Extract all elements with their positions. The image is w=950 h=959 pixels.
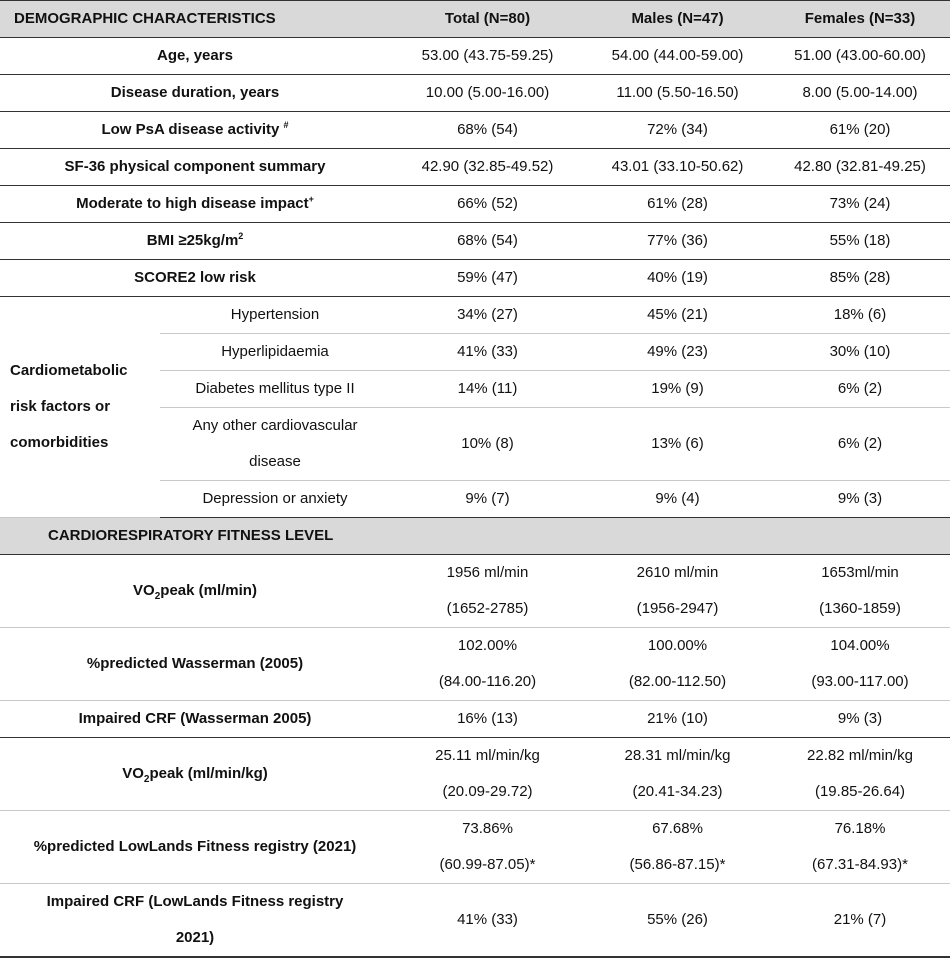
cell-total: 16% (13): [390, 701, 585, 738]
row-label: Hyperlipidaemia: [160, 334, 390, 371]
column-header-total: Total (N=80): [390, 1, 585, 38]
cell-males: 54.00 (44.00-59.00): [585, 38, 770, 75]
cell-females: 1653ml/min (1360-1859): [770, 555, 950, 628]
cell-females: 6% (2): [770, 408, 950, 481]
superscript: 2: [238, 231, 244, 241]
row-label: $VO_2peak$ (ml/min): [0, 555, 390, 628]
cell-females: 8.00 (5.00-14.00): [770, 75, 950, 112]
cell-females: 76.18% (67.31-84.93)*: [770, 811, 950, 884]
cell-females: 85% (28): [770, 260, 950, 297]
row-label: %predicted LowLands Fitness registry (2021): [0, 811, 390, 884]
row-label: $VO_2peak$ (ml/min/kg): [0, 738, 390, 811]
footnote-mark: #: [283, 120, 289, 130]
row-label: Diabetes mellitus type II: [160, 371, 390, 408]
row-label: Impaired CRF (LowLands Fitness registry 2021): [0, 884, 390, 958]
cell-males: 40% (19): [585, 260, 770, 297]
cell-total: 41% (33): [390, 884, 585, 958]
cell-total: 66% (52): [390, 186, 585, 223]
table-row: [0, 38, 950, 75]
cell-males: 55% (26): [585, 884, 770, 958]
table-row: [0, 884, 950, 958]
cell-males: 67.68% (56.86-87.15)*: [585, 811, 770, 884]
cell-total: 73.86% (60.99-87.05)*: [390, 811, 585, 884]
row-label: Age, years: [0, 38, 390, 75]
cell-females: 61% (20): [770, 112, 950, 149]
cell-total: 10% (8): [390, 408, 585, 481]
row-label: Moderate to high disease impact+: [0, 186, 390, 223]
cell-males: 2610 ml/min (1956-2947): [585, 555, 770, 628]
cell-males: 13% (6): [585, 408, 770, 481]
cell-females: 30% (10): [770, 334, 950, 371]
cell-females: 42.80 (32.81-49.25): [770, 149, 950, 186]
cell-males: 43.01 (33.10-50.62): [585, 149, 770, 186]
cell-females: 21% (7): [770, 884, 950, 958]
table-row: [0, 811, 950, 884]
demographics-section-title: DEMOGRAPHIC CHARACTERISTICS: [0, 1, 390, 38]
cell-males: 45% (21): [585, 297, 770, 334]
table-row: [0, 149, 950, 186]
cell-total: 9% (7): [390, 481, 585, 518]
column-header-females: Females (N=33): [770, 1, 950, 38]
cell-males: 28.31 ml/min/kg (20.41-34.23): [585, 738, 770, 811]
cell-females: 73% (24): [770, 186, 950, 223]
row-label: %predicted Wasserman (2005): [0, 628, 390, 701]
table-row: [0, 555, 950, 628]
cell-males: 61% (28): [585, 186, 770, 223]
table-row: [0, 186, 950, 223]
cell-total: 42.90 (32.85-49.52): [390, 149, 585, 186]
cell-females: 6% (2): [770, 371, 950, 408]
row-label: BMI $\ge 25kg/m^2$: [0, 223, 390, 260]
cell-males: 9% (4): [585, 481, 770, 518]
cell-females: 9% (3): [770, 481, 950, 518]
cell-females: 55% (18): [770, 223, 950, 260]
cell-total: 10.00 (5.00-16.00): [390, 75, 585, 112]
table-row: [0, 112, 950, 149]
cell-males: 19% (9): [585, 371, 770, 408]
row-label: Depression or anxiety: [160, 481, 390, 518]
cell-total: 14% (11): [390, 371, 585, 408]
cell-total: 53.00 (43.75-59.25): [390, 38, 585, 75]
footnote-mark: +: [308, 194, 314, 204]
cell-total: 102.00% (84.00-116.20): [390, 628, 585, 701]
column-header-males: Males (N=47): [585, 1, 770, 38]
cell-males: 72% (34): [585, 112, 770, 149]
cell-total: 1956 ml/min (1652-2785): [390, 555, 585, 628]
row-label: Low PsA disease activity #: [0, 112, 390, 149]
table-row: [0, 701, 950, 738]
fitness-header-row: [0, 518, 950, 555]
table-row: [0, 738, 950, 811]
table-row: [0, 75, 950, 112]
cell-total: 25.11 ml/min/kg (20.09-29.72): [390, 738, 585, 811]
row-label: Hypertension: [160, 297, 390, 334]
cell-females: 18% (6): [770, 297, 950, 334]
cell-males: 49% (23): [585, 334, 770, 371]
cell-males: 21% (10): [585, 701, 770, 738]
cell-total: 68% (54): [390, 223, 585, 260]
row-label: Impaired CRF (Wasserman 2005): [0, 701, 390, 738]
cell-males: 77% (36): [585, 223, 770, 260]
cell-total: 68% (54): [390, 112, 585, 149]
cell-total: 34% (27): [390, 297, 585, 334]
table-row: [0, 260, 950, 297]
row-label: SF-36 physical component summary: [0, 149, 390, 186]
table-row: [0, 223, 950, 260]
table-row: [0, 297, 950, 334]
cell-females: 22.82 ml/min/kg (19.85-26.64): [770, 738, 950, 811]
cell-females: 104.00% (93.00-117.00): [770, 628, 950, 701]
cell-males: 100.00% (82.00-112.50): [585, 628, 770, 701]
fitness-section-title: CARDIORESPIRATORY FITNESS LEVEL: [0, 518, 950, 555]
cell-total: 59% (47): [390, 260, 585, 297]
cell-females: 51.00 (43.00-60.00): [770, 38, 950, 75]
cell-total: 41% (33): [390, 334, 585, 371]
cell-females: 9% (3): [770, 701, 950, 738]
table-row: [0, 628, 950, 701]
row-label: Disease duration, years: [0, 75, 390, 112]
group-label: Cardiometabolic risk factors or comorbidities: [0, 297, 160, 518]
row-label: SCORE2 low risk: [0, 260, 390, 297]
cell-males: 11.00 (5.50-16.50): [585, 75, 770, 112]
row-label: Any other cardiovascular disease: [160, 408, 390, 481]
demographics-header-row: [0, 1, 950, 38]
